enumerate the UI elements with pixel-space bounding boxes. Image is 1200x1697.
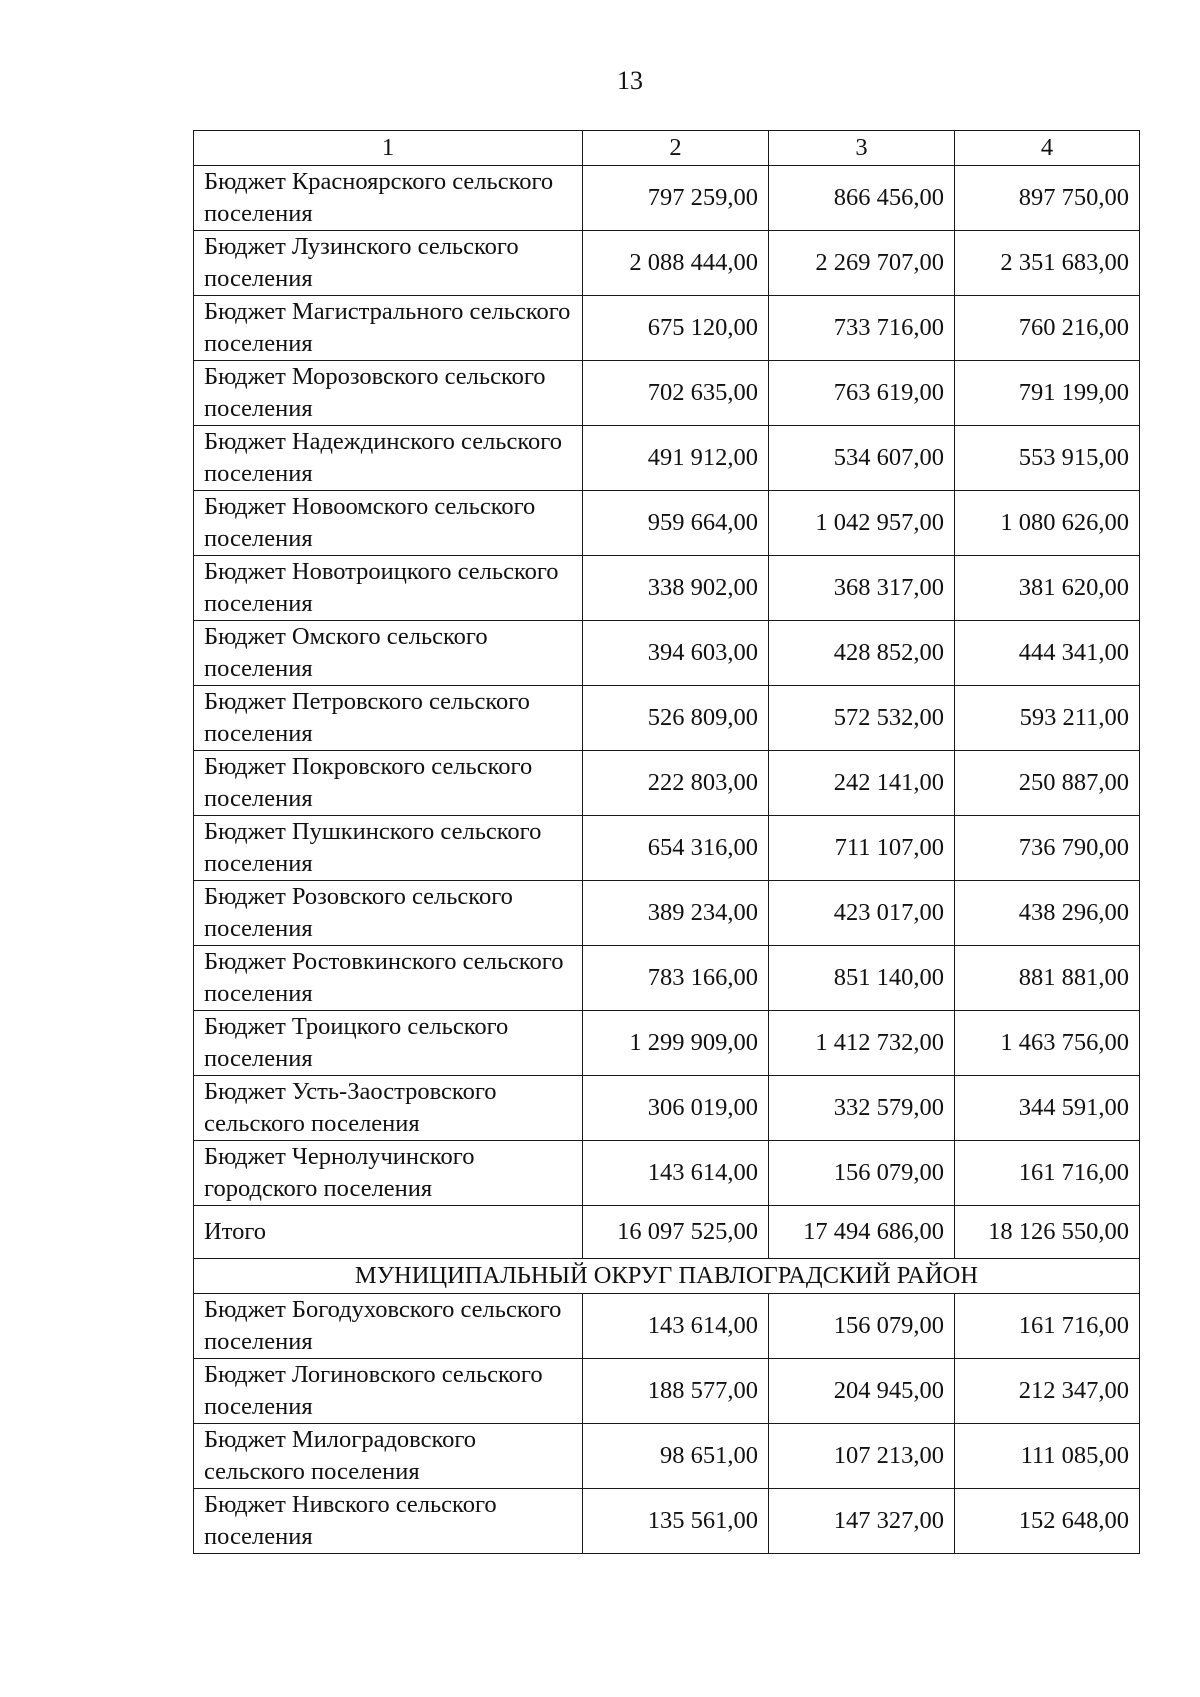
value-col4-cell: 18 126 550,00 bbox=[955, 1206, 1140, 1259]
value-col3-cell: 534 607,00 bbox=[769, 426, 955, 491]
value-col4-cell: 760 216,00 bbox=[955, 296, 1140, 361]
budget-name-cell: Бюджет Милоградовского сельского поселения bbox=[194, 1424, 583, 1489]
page-number: 13 bbox=[617, 66, 643, 95]
value-col3-cell: 156 079,00 bbox=[769, 1141, 955, 1206]
budget-name-cell: Бюджет Пушкинского сельского поселения bbox=[194, 816, 583, 881]
table-row bbox=[194, 1424, 1140, 1489]
budget-name-cell: Бюджет Нивского сельского поселения bbox=[194, 1489, 583, 1554]
value-col3-cell: 733 716,00 bbox=[769, 296, 955, 361]
value-col4-cell: 161 716,00 bbox=[955, 1141, 1140, 1206]
value-col4-cell: 250 887,00 bbox=[955, 751, 1140, 816]
value-col2-cell: 783 166,00 bbox=[583, 946, 769, 1011]
table-row bbox=[194, 881, 1140, 946]
table-row bbox=[194, 1359, 1140, 1424]
budget-name-cell: Бюджет Красноярского сельского поселения bbox=[194, 166, 583, 231]
budget-name-cell: Бюджет Чернолучинского городского поселения bbox=[194, 1141, 583, 1206]
value-col2-cell: 2 088 444,00 bbox=[583, 231, 769, 296]
table-row bbox=[194, 1011, 1140, 1076]
table-row bbox=[194, 751, 1140, 816]
value-col4-cell: 1 080 626,00 bbox=[955, 491, 1140, 556]
budget-name-cell: Бюджет Новотроицкого сельского поселения bbox=[194, 556, 583, 621]
budget-name-cell: Бюджет Морозовского сельского поселения bbox=[194, 361, 583, 426]
value-col3-cell: 368 317,00 bbox=[769, 556, 955, 621]
table-row bbox=[194, 1141, 1140, 1206]
table-row bbox=[194, 621, 1140, 686]
value-col3-cell: 204 945,00 bbox=[769, 1359, 955, 1424]
table-row bbox=[194, 491, 1140, 556]
value-col4-cell: 791 199,00 bbox=[955, 361, 1140, 426]
value-col4-cell: 152 648,00 bbox=[955, 1489, 1140, 1554]
section-title: МУНИЦИПАЛЬНЫЙ ОКРУГ ПАВЛОГРАДСКИЙ РАЙОН bbox=[194, 1259, 1140, 1294]
value-col3-cell: 156 079,00 bbox=[769, 1294, 955, 1359]
budget-name-cell: Бюджет Магистрального сельского поселения bbox=[194, 296, 583, 361]
table-row bbox=[194, 231, 1140, 296]
budget-name-cell: Бюджет Троицкого сельского поселения bbox=[194, 1011, 583, 1076]
table-body bbox=[194, 166, 1140, 1554]
value-col3-cell: 428 852,00 bbox=[769, 621, 955, 686]
table-row bbox=[194, 1076, 1140, 1141]
table-row bbox=[194, 1294, 1140, 1359]
value-col2-cell: 143 614,00 bbox=[583, 1141, 769, 1206]
value-col4-cell: 444 341,00 bbox=[955, 621, 1140, 686]
value-col3-cell: 851 140,00 bbox=[769, 946, 955, 1011]
value-col2-cell: 98 651,00 bbox=[583, 1424, 769, 1489]
budget-name-cell: Бюджет Петровского сельского поселения bbox=[194, 686, 583, 751]
budget-name-cell: Бюджет Усть-Заостровского сельского поселения bbox=[194, 1076, 583, 1141]
value-col2-cell: 135 561,00 bbox=[583, 1489, 769, 1554]
budget-name-cell: Бюджет Ростовкинского сельского поселения bbox=[194, 946, 583, 1011]
table-row bbox=[194, 1489, 1140, 1554]
table-row bbox=[194, 946, 1140, 1011]
budget-name-cell: Бюджет Надеждинского сельского поселения bbox=[194, 426, 583, 491]
value-col3-cell: 2 269 707,00 bbox=[769, 231, 955, 296]
value-col3-cell: 572 532,00 bbox=[769, 686, 955, 751]
value-col3-cell: 332 579,00 bbox=[769, 1076, 955, 1141]
table-row bbox=[194, 556, 1140, 621]
value-col4-cell: 736 790,00 bbox=[955, 816, 1140, 881]
budget-name-cell: Итого bbox=[194, 1206, 583, 1259]
value-col4-cell: 2 351 683,00 bbox=[955, 231, 1140, 296]
column-header-4: 4 bbox=[955, 131, 1140, 166]
value-col4-cell: 161 716,00 bbox=[955, 1294, 1140, 1359]
total-row bbox=[194, 1206, 1140, 1259]
value-col3-cell: 423 017,00 bbox=[769, 881, 955, 946]
value-col4-cell: 212 347,00 bbox=[955, 1359, 1140, 1424]
value-col2-cell: 16 097 525,00 bbox=[583, 1206, 769, 1259]
value-col2-cell: 143 614,00 bbox=[583, 1294, 769, 1359]
budget-name-cell: Бюджет Богодуховского сельского поселения bbox=[194, 1294, 583, 1359]
budget-name-cell: Бюджет Лузинского сельского поселения bbox=[194, 231, 583, 296]
value-col2-cell: 394 603,00 bbox=[583, 621, 769, 686]
table-row bbox=[194, 361, 1140, 426]
budget-name-cell: Бюджет Покровского сельского поселения bbox=[194, 751, 583, 816]
value-col2-cell: 1 299 909,00 bbox=[583, 1011, 769, 1076]
value-col2-cell: 188 577,00 bbox=[583, 1359, 769, 1424]
value-col2-cell: 702 635,00 bbox=[583, 361, 769, 426]
section-header-row bbox=[194, 1259, 1140, 1294]
column-header-2: 2 bbox=[583, 131, 769, 166]
value-col2-cell: 959 664,00 bbox=[583, 491, 769, 556]
value-col4-cell: 897 750,00 bbox=[955, 166, 1140, 231]
value-col3-cell: 242 141,00 bbox=[769, 751, 955, 816]
table-row bbox=[194, 816, 1140, 881]
value-col4-cell: 381 620,00 bbox=[955, 556, 1140, 621]
value-col3-cell: 147 327,00 bbox=[769, 1489, 955, 1554]
value-col4-cell: 438 296,00 bbox=[955, 881, 1140, 946]
table-row bbox=[194, 426, 1140, 491]
value-col2-cell: 389 234,00 bbox=[583, 881, 769, 946]
value-col3-cell: 711 107,00 bbox=[769, 816, 955, 881]
table-row bbox=[194, 686, 1140, 751]
value-col3-cell: 866 456,00 bbox=[769, 166, 955, 231]
column-header-3: 3 bbox=[769, 131, 955, 166]
value-col3-cell: 763 619,00 bbox=[769, 361, 955, 426]
value-col4-cell: 1 463 756,00 bbox=[955, 1011, 1140, 1076]
value-col3-cell: 1 042 957,00 bbox=[769, 491, 955, 556]
table-row bbox=[194, 296, 1140, 361]
value-col2-cell: 306 019,00 bbox=[583, 1076, 769, 1141]
value-col2-cell: 654 316,00 bbox=[583, 816, 769, 881]
value-col4-cell: 881 881,00 bbox=[955, 946, 1140, 1011]
budget-name-cell: Бюджет Новоомского сельского поселения bbox=[194, 491, 583, 556]
value-col3-cell: 17 494 686,00 bbox=[769, 1206, 955, 1259]
value-col4-cell: 344 591,00 bbox=[955, 1076, 1140, 1141]
value-col4-cell: 593 211,00 bbox=[955, 686, 1140, 751]
value-col4-cell: 553 915,00 bbox=[955, 426, 1140, 491]
value-col2-cell: 222 803,00 bbox=[583, 751, 769, 816]
value-col3-cell: 1 412 732,00 bbox=[769, 1011, 955, 1076]
value-col2-cell: 526 809,00 bbox=[583, 686, 769, 751]
table-header-row bbox=[194, 131, 1140, 166]
value-col2-cell: 338 902,00 bbox=[583, 556, 769, 621]
budget-name-cell: Бюджет Омского сельского поселения bbox=[194, 621, 583, 686]
column-header-1: 1 bbox=[194, 131, 583, 166]
table-row bbox=[194, 166, 1140, 231]
budget-table bbox=[193, 130, 1140, 1554]
value-col3-cell: 107 213,00 bbox=[769, 1424, 955, 1489]
value-col2-cell: 491 912,00 bbox=[583, 426, 769, 491]
value-col2-cell: 675 120,00 bbox=[583, 296, 769, 361]
value-col4-cell: 111 085,00 bbox=[955, 1424, 1140, 1489]
budget-name-cell: Бюджет Логиновского сельского поселения bbox=[194, 1359, 583, 1424]
budget-name-cell: Бюджет Розовского сельского поселения bbox=[194, 881, 583, 946]
value-col2-cell: 797 259,00 bbox=[583, 166, 769, 231]
